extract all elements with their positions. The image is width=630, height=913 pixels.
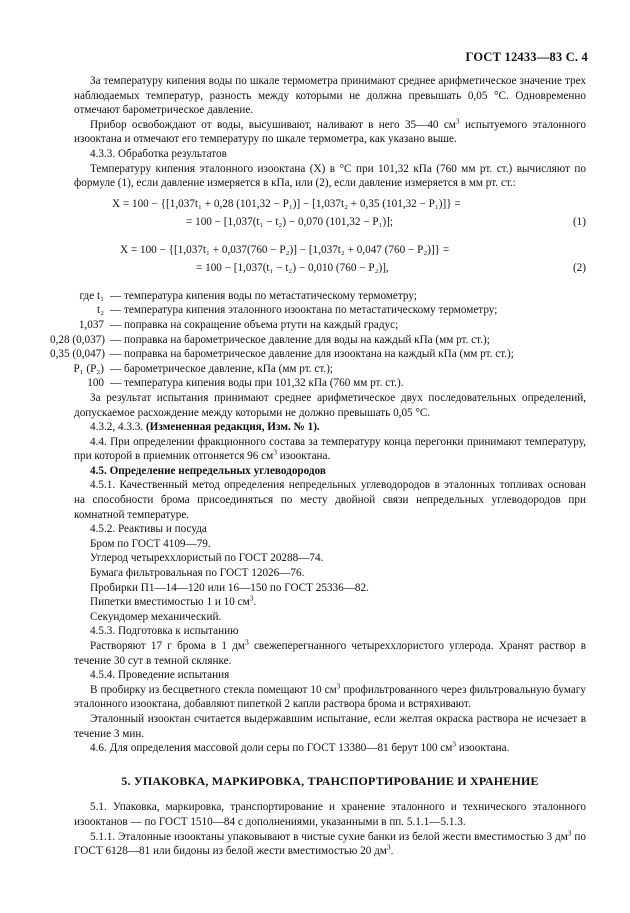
superscript: 3 — [452, 739, 457, 749]
legend-row — [74, 362, 586, 377]
text-run: . — [390, 845, 394, 858]
formula-legend — [50, 289, 586, 391]
legend-row — [74, 318, 586, 333]
paragraph — [74, 741, 586, 756]
formula-1-line-2 — [74, 215, 586, 233]
legend-symbol: t₂ — [96, 304, 104, 317]
page-header: ГОСТ 12433—83 С. 4 — [465, 50, 588, 64]
legend-symbol: где t₁ — [79, 289, 104, 302]
legend-text: — температура кипения воды по метастатическому термометру; — [110, 289, 417, 302]
amendment-note: (Измененная редакция, Изм. № 1). — [145, 421, 320, 434]
text-run: по ГОСТ 6128—81 или бидоны из белой жести вместимостью 20 дм — [74, 830, 586, 858]
superscript: 3 — [455, 116, 460, 126]
text-run: испытуемого эталонного изооктана и отмечают его температуру по шкале термометра, как указано выше. — [74, 118, 586, 146]
formula-number: (2) — [572, 261, 586, 274]
paragraph: Эталонный изооктан считается выдержавшим испытание, если желтая окраска раствора не исчезает в течение 3 мин. — [74, 712, 586, 740]
list-item: Бумага фильтровальная по ГОСТ 12026—76. — [90, 567, 305, 580]
paragraph — [74, 827, 586, 859]
text-run: 4.3.2, 4.3.3. — [90, 421, 146, 434]
formula-text: = 100 − [1,037(t₁ − t₂) − 0,010 (760 − P₂)], — [196, 261, 389, 274]
paragraph: Температуру кипения эталонного изооктана (X) в °С при 101,32 кПа (760 мм рт. ст.) вычисляют по формуле (1), если давление измеряется в кПа, или (2), если давление измеряется в мм рт. ст.: — [74, 162, 586, 190]
formula-text: = 100 − [1,037(t₁ − t₂) − 0,070 (101,32 − P₁)]; — [186, 215, 394, 228]
legend-text: — барометрическое давление, кПа (мм рт. ст.); — [110, 362, 334, 375]
paragraph — [74, 683, 586, 712]
legend-row — [50, 333, 586, 348]
list-item: Пробирки П1—14—120 или 16—150 по ГОСТ 25336—82. — [90, 581, 369, 594]
legend-symbol: 0,35 (0,047) — [50, 348, 105, 361]
legend-text: — поправка на барометрическое давление для изооктана на каждый кПа (мм рт. ст.); — [110, 348, 514, 361]
legend-text: — температура кипения воды при 101,32 кПа (760 мм рт. ст.). — [110, 377, 404, 390]
legend-row — [74, 303, 586, 318]
page-content — [50, 74, 586, 859]
subsection-heading: 4.5.4. Проведение испытания — [90, 669, 230, 682]
formula-number: (1) — [572, 215, 586, 228]
subsection-heading: 4.5.2. Реактивы и посуда — [90, 523, 207, 536]
superscript: 3 — [249, 593, 254, 603]
formula-text: X = 100 − {[1,037t₁ + 0,28 (101,32 − P₁)] − [1,037t₂ + 0,35 (101,32 − P₁)]} = — [112, 197, 461, 210]
text-run: Прибор освобождают от воды, высушивают, наливают в него 35—40 см — [90, 118, 456, 131]
legend-symbol: 0,28 (0,037) — [50, 333, 105, 346]
subsection-heading: 4.5. Определение непредельных углеводородов — [90, 464, 326, 477]
paragraph: За температуру кипения воды по шкале термометра принимают среднее арифметическое значение трех наблюдаемых температур, разность между которыми не должна превышать 0,05 °С. Одновременно отмечают барометрическое давление. — [74, 75, 586, 117]
paragraph — [74, 420, 586, 435]
superscript: 3 — [567, 827, 572, 837]
text-run: В пробирку из бесцветного стекла помещают 10 см — [90, 683, 337, 696]
list-item — [74, 595, 586, 610]
list-item: Бром по ГОСТ 4109—79. — [90, 537, 211, 550]
text-run: Растворяют 17 г брома в 1 дм — [90, 640, 245, 652]
list-item: Углерод четыреххлористый по ГОСТ 20288—74. — [90, 552, 324, 565]
legend-text: — поправка на барометрическое давление для воды на каждый кПа (мм рт. ст.); — [110, 333, 490, 346]
superscript: 3 — [244, 637, 249, 647]
legend-symbol: P₁ (P₂) — [73, 362, 104, 375]
formula-2-line-2 — [74, 261, 586, 279]
paragraph: 5.1. Упаковка, маркировка, транспортирование и хранение эталонного и технического эталонного изооктанов — по ГОСТ 1510—84 с дополнениями, указанными в пп. 5.1.1—5.1.3. — [74, 801, 586, 828]
text-run: изооктана. — [276, 450, 331, 463]
superscript: 3 — [336, 681, 341, 691]
formula-text: X = 100 − {[1,037t₁ + 0,037(760 − P₂)] − [1,037t₂ + 0,047 (760 − P₂)]} = — [120, 243, 450, 256]
text-run: изооктана. — [456, 742, 510, 755]
legend-symbol: 100 — [87, 377, 104, 390]
subsection-heading: 4.3.3. Обработка результатов — [90, 147, 227, 160]
text-run: 5.1.1. Эталонные изооктаны упаковывают в чистые сухие банки из белой жести вместимостью 3 дм — [90, 830, 568, 843]
text-run: профильтрованного через фильтровальную бумагу эталонного изооктана, добавляют пипеткой 2 капли раствора брома и встряхивают. — [74, 683, 586, 711]
text-run: . — [253, 596, 257, 609]
formula-2-line-1 — [74, 243, 586, 261]
legend-text: — температура кипения эталонного изооктана по метастатическому термометру; — [110, 304, 498, 317]
formula-1-line-1 — [74, 197, 586, 215]
section-title: 5. УПАКОВКА, МАРКИРОВКА, ТРАНСПОРТИРОВАНИЕ И ХРАНЕНИЕ — [121, 773, 539, 788]
paragraph: 4.5.1. Качественный метод определения непредельных углеводородов в эталонных топливах основан на способности брома присоединяться по месту двойной связи непредельных углеводородов при комнатной температуре. — [74, 479, 586, 521]
list-item: Секундомер механический. — [90, 610, 222, 623]
paragraph — [74, 118, 586, 147]
text-run: Пипетки вместимостью 1 и 10 см — [90, 596, 250, 609]
legend-row — [50, 347, 586, 362]
legend-row — [74, 289, 586, 304]
legend-symbol: 1,037 — [78, 318, 104, 331]
text-run: 4.6. Для определения массовой доли серы по ГОСТ 13380—81 берут 100 см — [90, 742, 453, 755]
subsection-heading: 4.5.3. Подготовка к испытанию — [90, 625, 239, 638]
superscript: 3 — [386, 842, 391, 852]
superscript: 3 — [273, 447, 277, 457]
text-run: свежеперегнанного четыреххлористого углерода. Хранят раствор в течение 30 сут в темной склянке. — [74, 640, 586, 667]
legend-text: — поправка на сокращение объема ртути на каждый градус; — [110, 318, 399, 331]
paragraph — [74, 435, 586, 464]
text-run: 4.4. При определении фракционного состава за температуру конца перегонки принимают температуру, при которой в приемник отгоняется 96 см — [74, 435, 586, 463]
paragraph — [74, 639, 586, 668]
paragraph: За результат испытания принимают среднее арифметическое двух последовательных определений, допускаемое расхождение между которыми не должно превышать 0,05 °С. — [74, 391, 586, 419]
legend-row — [74, 376, 586, 391]
